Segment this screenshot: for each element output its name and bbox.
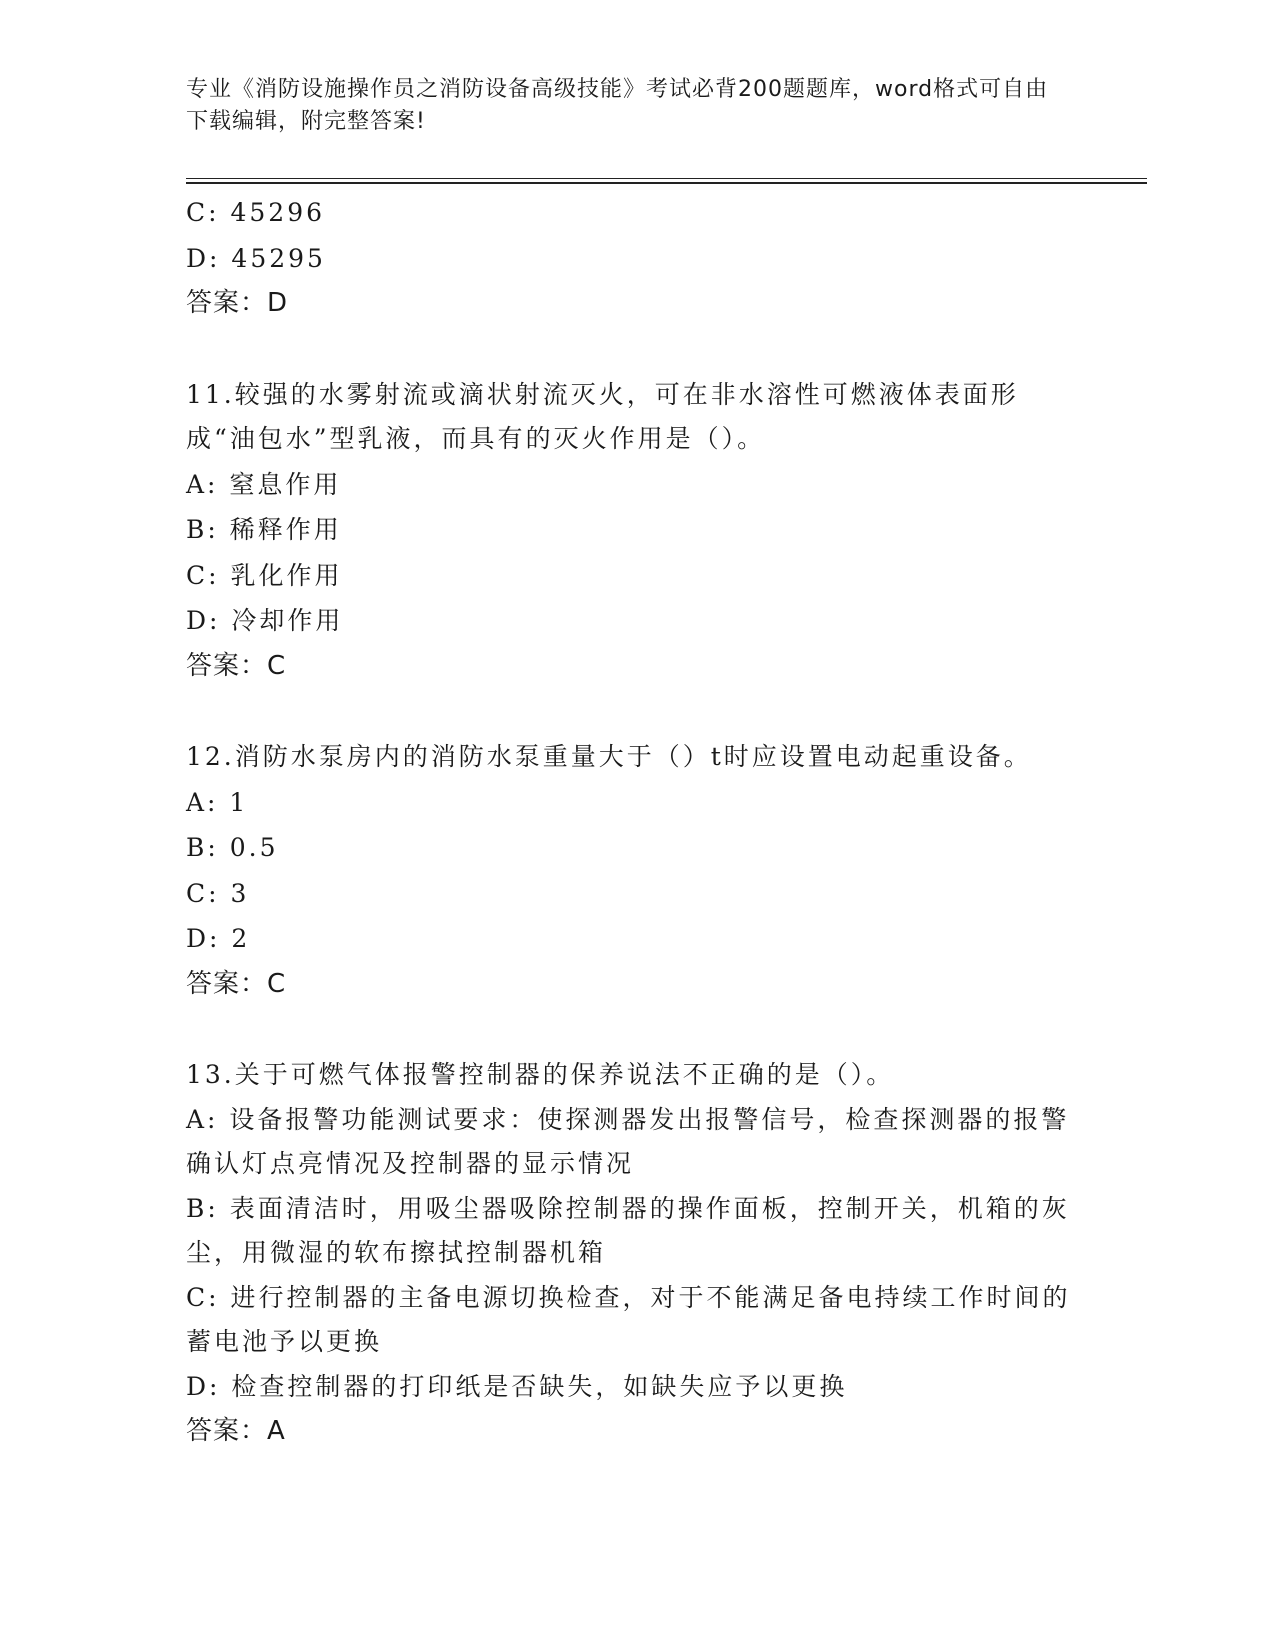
- question-12: [186, 735, 1086, 1007]
- question-13: [186, 1053, 1086, 1455]
- question-10: [186, 190, 1086, 327]
- spacer: [186, 1007, 1086, 1053]
- spacer: [186, 327, 1086, 373]
- option-d: D: 45295: [186, 243, 326, 273]
- question-text: 13.关于可燃气体报警控制器的保养说法不正确的是（）。: [186, 1060, 895, 1089]
- option-c: C: 进行控制器的主备电源切换检查，对于不能满足备电持续工作时间的蓄电池予以更换: [186, 1282, 1071, 1356]
- question-text: 12.消防水泵房内的消防水泵重量大于（）t时应设置电动起重设备。: [186, 742, 1032, 771]
- option-b: B: 稀释作用: [186, 515, 342, 544]
- question-text: 11.较强的水雾射流或滴状射流灭火，可在非水溶性可燃液体表面形成“油包水”型乳液，而具有的灭火作用是（）。: [186, 379, 1019, 453]
- option-d: D: 冷却作用: [186, 606, 344, 635]
- option-a: A: 设备报警功能测试要求：使探测器发出报警信号，检查探测器的报警确认灯点亮情况及控制器的显示情况: [186, 1104, 1070, 1178]
- answer: 答案：C: [186, 650, 287, 681]
- option-c: C: 45296: [186, 198, 326, 227]
- header-divider: [186, 178, 1147, 179]
- document-header: 专业《消防设施操作员之消防设备高级技能》考试必背200题题库，word格式可自由下载编辑，附完整答案!: [186, 77, 1049, 134]
- option-d: D: 2: [186, 924, 251, 953]
- header-divider-thick: [186, 182, 1147, 184]
- question-content: [186, 190, 1086, 1455]
- spacer: [186, 689, 1086, 735]
- option-c: C: 乳化作用: [186, 560, 343, 590]
- answer: 答案：C: [186, 968, 287, 999]
- option-a: A: 1: [186, 787, 249, 817]
- question-11: [186, 373, 1086, 690]
- answer: 答案：D: [186, 288, 289, 318]
- option-d: D: 检查控制器的打印纸是否缺失，如缺失应予以更换: [186, 1371, 848, 1401]
- option-b: B: 0.5: [186, 833, 279, 862]
- answer: 答案：A: [186, 1416, 286, 1446]
- option-b: B: 表面清洁时，用吸尘器吸除控制器的操作面板，控制开关，机箱的灰尘，用微湿的软布擦拭控制器机箱: [186, 1193, 1070, 1267]
- option-a: A: 窒息作用: [186, 469, 342, 499]
- option-c: C: 3: [186, 878, 250, 908]
